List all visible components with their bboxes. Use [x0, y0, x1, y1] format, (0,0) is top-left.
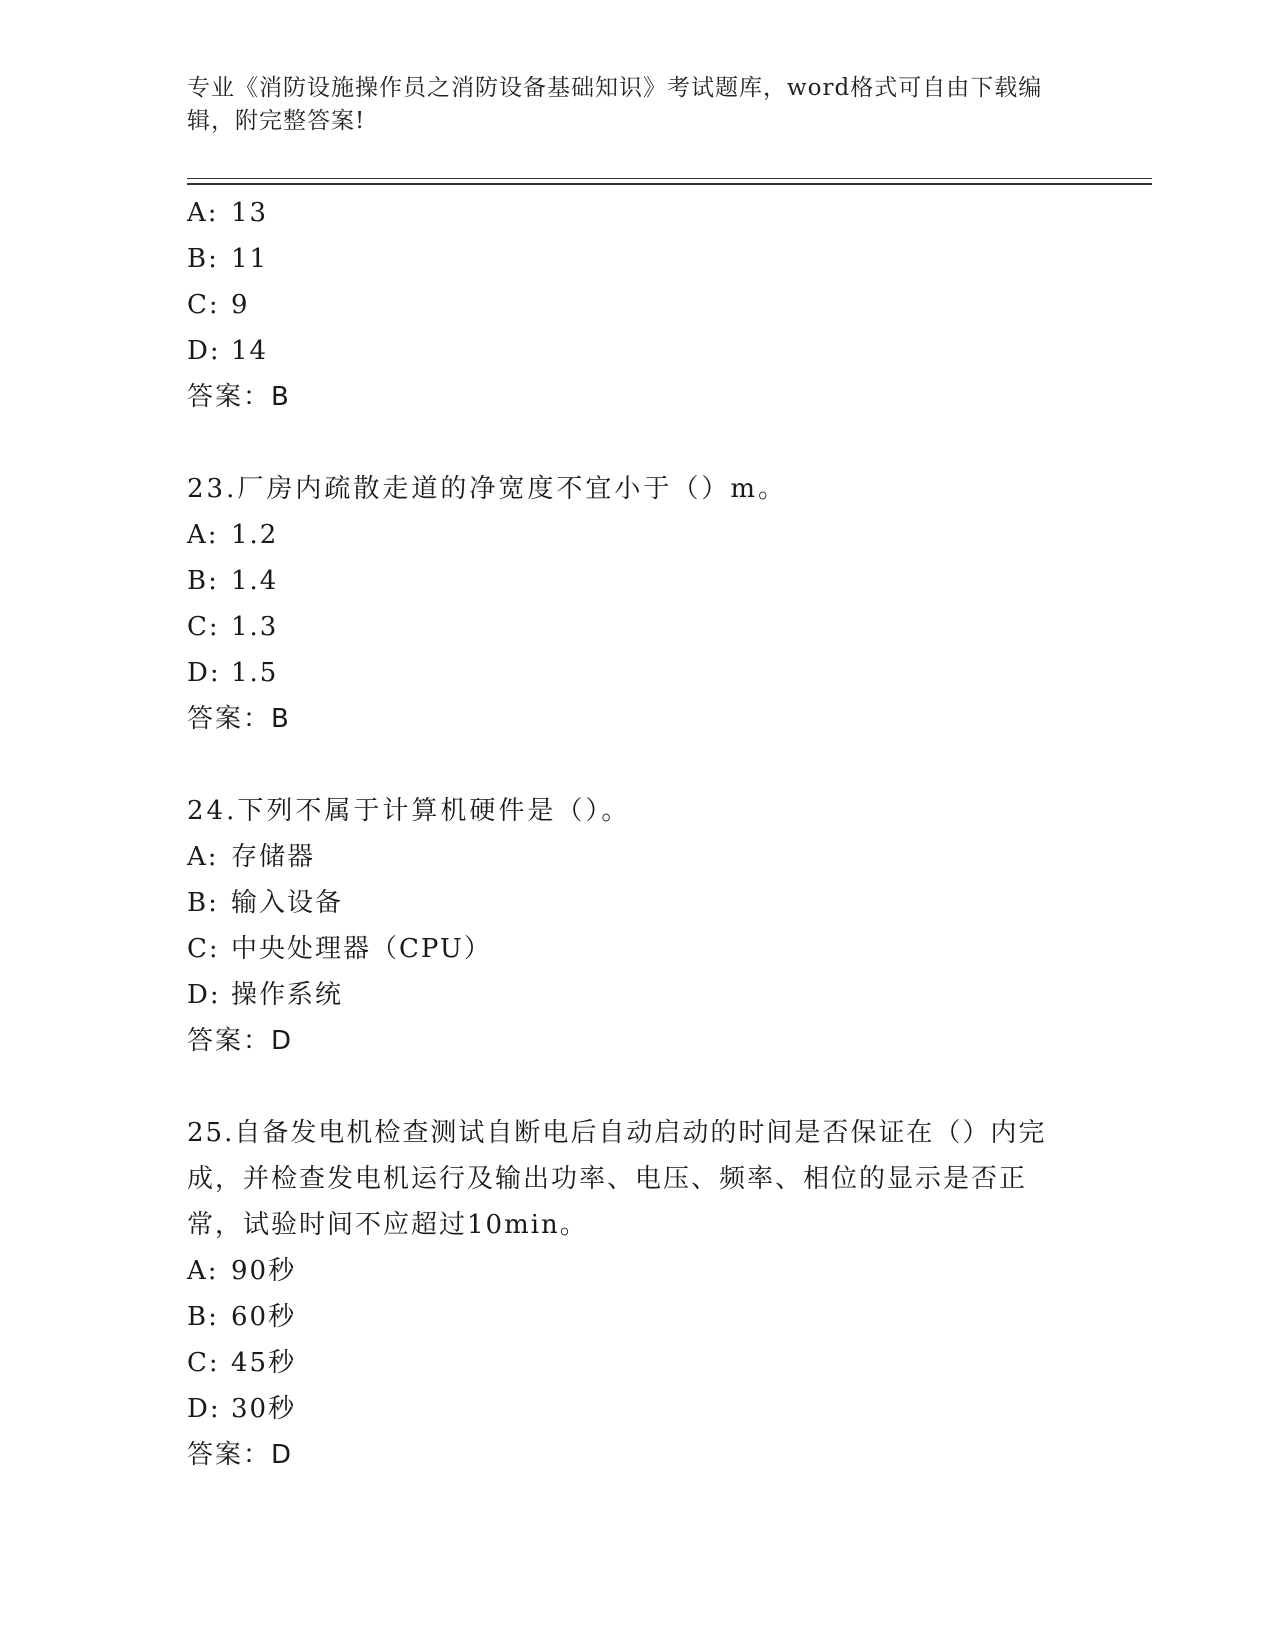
question-text-line-3: 常，试验时间不应超过10min。: [187, 1210, 588, 1240]
header-line-1: 专业《消防设施操作员之消防设备基础知识》考试题库，word格式可自由下载编: [187, 75, 1043, 101]
question-text-line-2: 成，并检查发电机运行及输出功率、电压、频率、相位的显示是否正: [187, 1164, 1028, 1194]
option-a: A: 存储器: [187, 842, 316, 872]
option-b: B: 60秒: [187, 1302, 297, 1332]
option-d: D: 30秒: [187, 1394, 297, 1424]
question-text: 24.下列不属于计算机硬件是（）。: [187, 796, 631, 826]
question-text: 23.厂房内疏散走道的净宽度不宜小于（）m。: [187, 474, 788, 504]
question-23: [187, 466, 1087, 742]
option-d: D: 操作系统: [187, 980, 344, 1010]
header-divider-thin: [187, 178, 1152, 179]
answer: 答案：B: [187, 704, 291, 734]
question-text-line-1: 25.自备发电机检查测试自断电后自动启动的时间是否保证在（）内完: [187, 1118, 1047, 1148]
option-b: B: 1.4: [187, 566, 279, 596]
option-c: C: 中央处理器（CPU）: [187, 934, 492, 964]
option-c: C: 9: [187, 290, 250, 320]
option-b: B: 输入设备: [187, 888, 344, 918]
option-d: D: 1.5: [187, 658, 279, 688]
header-divider-thick: [187, 183, 1152, 185]
option-d: D: 14: [187, 336, 269, 366]
question-list: [187, 190, 1087, 1478]
header-line-2: 辑，附完整答案!: [187, 108, 366, 134]
question-25: [187, 1110, 1087, 1478]
answer: 答案：D: [187, 1026, 294, 1056]
document-header: [187, 72, 1067, 138]
option-a: A: 13: [187, 198, 269, 228]
answer: 答案：D: [187, 1440, 294, 1470]
option-a: A: 1.2: [187, 520, 279, 550]
option-b: B: 11: [187, 244, 269, 274]
option-c: C: 1.3: [187, 612, 279, 642]
option-c: C: 45秒: [187, 1348, 297, 1378]
answer: 答案：B: [187, 382, 291, 412]
question-22: [187, 190, 1087, 420]
option-a: A: 90秒: [187, 1256, 297, 1286]
question-24: [187, 788, 1087, 1064]
